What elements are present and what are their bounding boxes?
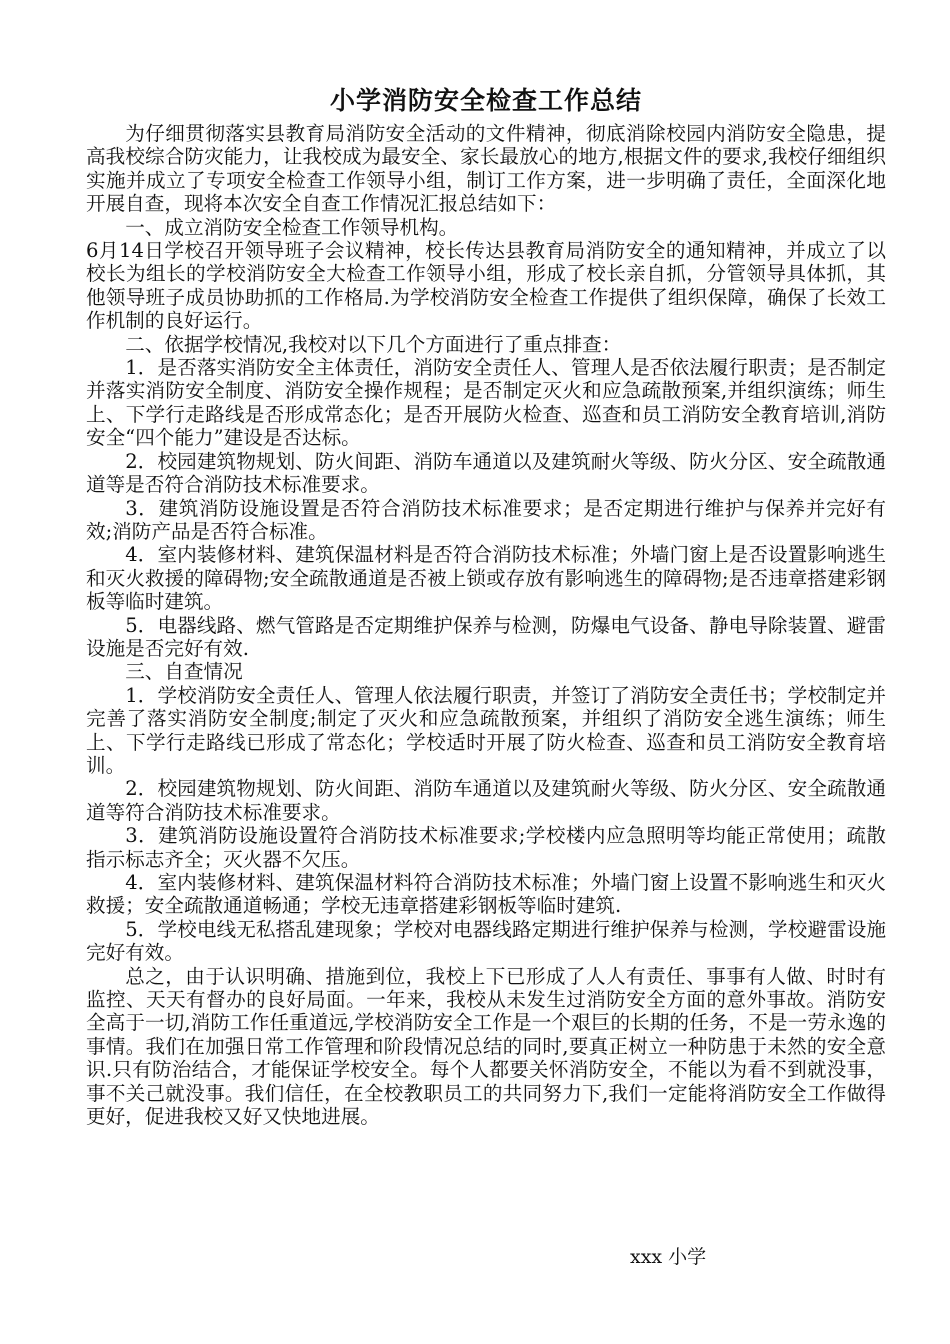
section-heading-1: 一、成立消防安全检查工作领导机构。	[125, 215, 459, 239]
check-item-4: 4．室内装修材料、建筑保温材料是否符合消防技术标准；外墙门窗上是否设置影响逃生和灭火救援的障碍物;安全疏散通道是否被上锁或存放有影响逃生的障碍物;是否违章搭建彩钢板等临时建筑。	[86, 543, 886, 614]
check-item-3: 3．建筑消防设施设置是否符合消防技术标准要求；是否定期进行维护与保养并完好有效;消防产品是否符合标准。	[86, 496, 886, 543]
section-1-paragraph: 6月14日学校召开领导班子会议精神，校长传达县教育局消防安全的通知精神，并成立了以校长为组长的学校消防安全大检查工作领导小组，形成了校长亲自抓，分管领导具体抓，其他领导班子成员协助抓的工作格局.为学校消防安全检查工作提供了组织保障，确保了长效工作机制的良好运行。	[86, 239, 886, 333]
result-item-2: 2．校园建筑物规划、防火间距、消防车通道以及建筑耐火等级、防火分区、安全疏散通道等符合消防技术标准要求。	[86, 777, 886, 824]
conclusion-paragraph: 总之，由于认识明确、措施到位，我校上下已形成了人人有责任、事事有人做、时时有监控、天天有督办的良好局面。一年来，我校从未发生过消防安全方面的意外事故。消防安全高于一切,消防工作任重道远,学校消防安全工作是一个艰巨的长期的任务，不是一劳永逸的事情。我们在加强日常工作管理和阶段情况总结的同时,要真正树立一种防患于未然的安全意识.只有防治结合，才能保证学校安全。每个人都要关怀消防安全，不能以为看不到就没事，事不关己就没事。我们信任，在全校教职员工的共同努力下,我们一定能将消防安全工作做得更好，促进我校又好又快地进展。	[86, 964, 886, 1129]
result-item-3: 3．建筑消防设施设置符合消防技术标准要求;学校楼内应急照明等均能正常使用；疏散指示标志齐全；灭火器不欠压。	[86, 824, 886, 871]
result-item-4: 4．室内装修材料、建筑保温材料符合消防技术标准；外墙门窗上设置不影响逃生和灭火救援；安全疏散通道畅通；学校无违章搭建彩钢板等临时建筑.	[86, 871, 886, 918]
document-page	[86, 82, 886, 1128]
result-item-1: 1．学校消防安全责任人、管理人依法履行职责，并签订了消防安全责任书；学校制定并完善了落实消防安全制度;制定了灭火和应急疏散预案，并组织了消防安全逃生演练；师生上、下学行走路线已形成了常态化；学校适时开展了防火检查、巡查和员工消防安全教育培训。	[86, 683, 886, 777]
result-item-5: 5．学校电线无私搭乱建现象；学校对电器线路定期进行维护保养与检测，学校避雷设施完好有效。	[86, 917, 886, 965]
section-heading-2: 二、依据学校情况,我校对以下几个方面进行了重点排查：	[125, 332, 622, 356]
signature: xxx 小学	[630, 1246, 707, 1268]
check-item-2: 2．校园建筑物规划、防火间距、消防车通道以及建筑耐火等级、防火分区、安全疏散通道等是否符合消防技术标准要求。	[86, 449, 886, 497]
check-item-1: 1．是否落实消防安全主体责任，消防安全责任人、管理人是否依法履行职责；是否制定并落实消防安全制度、消防安全操作规程；是否制定灭火和应急疏散预案,并组织演练；师生上、下学行走路线是否形成常态化；是否开展防火检查、巡查和员工消防安全教育培训,消防安全“四个能力”建设是否达标。	[86, 356, 886, 450]
check-item-5: 5．电器线路、燃气管路是否定期维护保养与检测，防爆电气设备、静电导除装置、避雷设施是否完好有效.	[86, 613, 886, 660]
document-title: 小学消防安全检查工作总结	[329, 86, 642, 115]
intro-paragraph: 为仔细贯彻落实县教育局消防安全活动的文件精神，彻底消除校园内消防安全隐患，提高我校综合防灾能力，让我校成为最安全、家长最放心的地方,根据文件的要求,我校仔细组织实施并成立了专项安全检查工作领导小组，制订工作方案，进一步明确了责任，全面深化地开展自查，现将本次安全自查工作情况汇报总结如下：	[86, 122, 886, 216]
section-heading-3: 三、自查情况	[125, 660, 243, 684]
